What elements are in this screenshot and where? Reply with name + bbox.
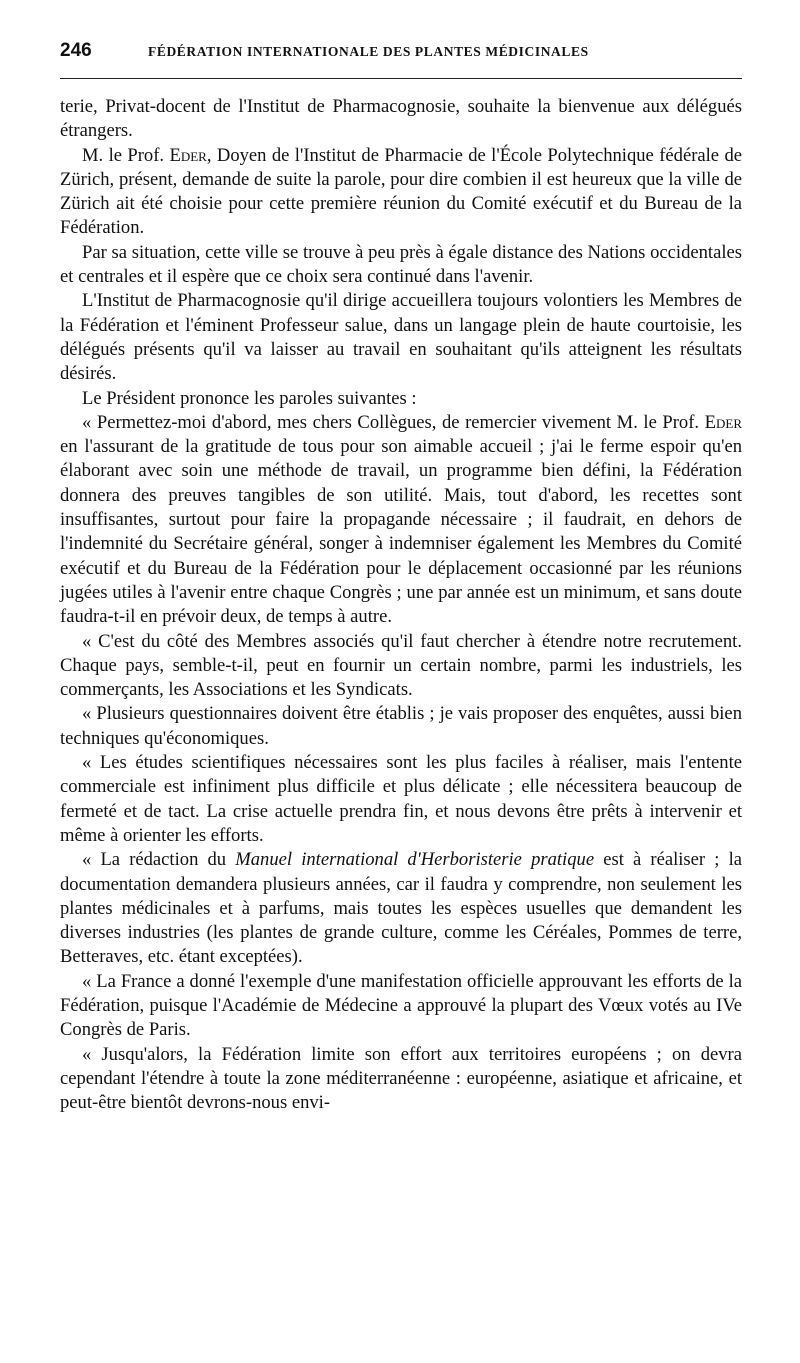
paragraph [60, 144, 742, 241]
body-text [60, 95, 742, 1115]
paragraph-text: « Permettez-moi d'abord, mes chers Collègues, de remercier vivement M. le Prof. [82, 411, 705, 433]
paragraph-text: est à réaliser ; la documentation demandera plusieurs années, car il faudra y comprendre, non seulement les plantes médicinales et à parfums, mais toutes les espèces usuelles que demandent les diverses industries (les plantes de grande culture, comme les Céréales, Pommes de terre, Betteraves, etc. étant exceptées). [60, 849, 742, 968]
paragraph-text: en l'assurant de la gratitude de tous pour son aimable accueil ; j'ai le ferme espoir qu'en élaborant avec soin une méthode de travail, un programme bien défini, la Fédération donnera des preuves tangibles de son utilité. Mais, tout d'abord, les recettes sont insuffisantes, surtout pour faire la propagande nécessaire ; il faudrait, en dehors de l'indemnité du Secrétaire général, songer à indemniser également les Membres du Comité exécutif et du Bureau de la Fédération pour le déplacement occasionné par les réunions jugées utiles à l'avenir entre chaque Congrès ; une par année est un minimum, et sans doute faudra-t-il en prévoir deux, de temps à autre. [60, 436, 742, 628]
paragraph: « Plusieurs questionnaires doivent être établis ; je vais proposer des enquêtes, aussi bien techniques qu'économiques. [60, 703, 742, 749]
paragraph: « La France a donné l'exemple d'une manifestation officielle approuvant les efforts de la Fédération, puisque l'Académie de Médecine a approuvé la plupart des Vœux votés au IVe Congrès de Paris. [60, 970, 742, 1041]
paragraph [60, 411, 742, 630]
book-title: Manuel international d'Herboristerie pratique [235, 849, 595, 871]
paragraph: Par sa situation, cette ville se trouve à peu près à égale distance des Nations occidentales et centrales et il espère que ce choix sera continué dans l'avenir. [60, 241, 742, 288]
paragraph-text: M. le Prof. [82, 144, 170, 166]
document-page [60, 40, 742, 1115]
paragraph: L'Institut de Pharmacognosie qu'il dirige accueillera toujours volontiers les Membres de la Fédération et l'éminent Professeur salue, dans un langage plein de haute courtoisie, les délégués présents qu'il va laisser au travail en souhaitant qu'ils atteignent les résultats désirés. [60, 290, 742, 385]
paragraph-text: « La rédaction du [82, 849, 236, 871]
paragraph-text: , Doyen de l'Institut de Pharmacie de l'École Polytechnique fédérale de Zürich, présent, demande de suite la parole, pour dire combien il est heureux que la ville de Zürich ait été choisie pour cette première réunion du Comité exécutif et du Bureau de la Fédération. [60, 144, 743, 239]
paragraph: « Les études scientifiques nécessaires sont les plus faciles à réaliser, mais l'entente commerciale est infiniment plus difficile et plus délicate ; elle nécessitera beaucoup de fermeté et de tact. La crise actuelle prendra fin, et nous devons être prêts à intervenir et même à orienter les efforts. [60, 752, 742, 846]
paragraph [60, 848, 742, 969]
paragraph: « Jusqu'alors, la Fédération limite son effort aux territoires européens ; on devra cependant l'étendre à toute la zone méditerranéenne : européenne, asiatique et africaine, et peut-être bientôt devrons-nous envi- [60, 1043, 742, 1114]
header-rule [60, 78, 742, 79]
page-header [60, 40, 742, 70]
person-name: Eder [704, 411, 742, 433]
person-name: Eder [169, 144, 207, 166]
paragraph: « C'est du côté des Membres associés qu'il faut chercher à étendre notre recrutement. Chaque pays, semble-t-il, peut en fournir un certain nombre, parmi les industriels, les commerçants, les Associations et les Syndicats. [60, 630, 742, 701]
paragraph: Le Président prononce les paroles suivantes : [82, 387, 417, 409]
running-title: FÉDÉRATION INTERNATIONALE DES PLANTES MÉDICINALES [148, 44, 589, 59]
page-number: 246 [60, 40, 92, 61]
paragraph: terie, Privat-docent de l'Institut de Pharmacognosie, souhaite la bienvenue aux délégués étrangers. [60, 96, 742, 142]
